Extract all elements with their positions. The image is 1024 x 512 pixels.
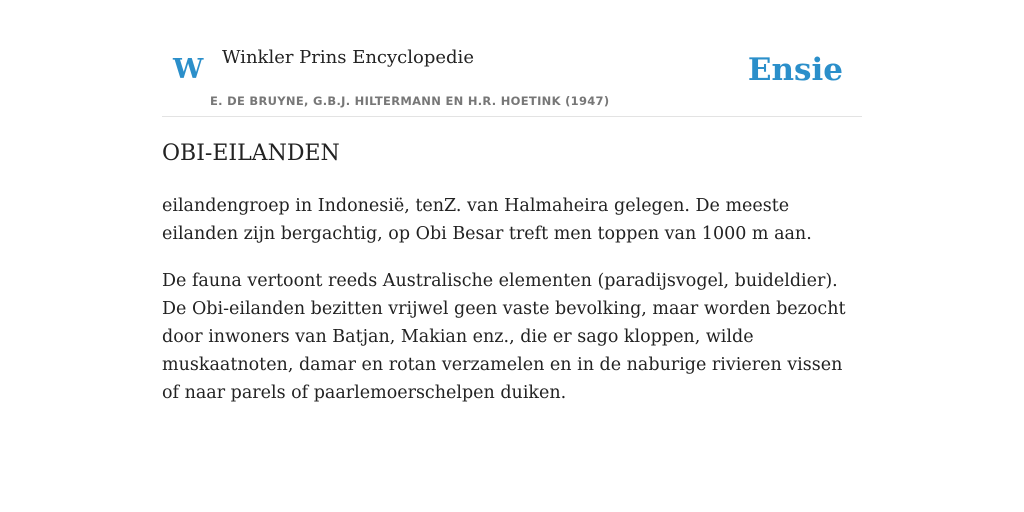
source-header [162,0,862,117]
entry-title: OBI-EILANDEN [162,141,340,166]
entry-paragraph: De fauna vertoont reeds Australische elementen (paradijsvogel, buideldier). De Obi-eilanden bezitten vrijwel geen vaste bevolking, maar worden bezocht door inwoners van Batjan, Makian enz., die er sago kloppen, wilde muskaatnoten, damar en rotan verzamelen en in de naburige rivieren vissen of naar parels of paarlemoerschelpen duiken. [162,271,846,403]
entry-body [162,192,862,426]
source-title[interactable]: Winkler Prins Encyclopedie [222,47,474,68]
entry-paragraph: eilandengroep in Indonesië, tenZ. van Halmaheira gelegen. De meeste eilanden zijn bergachtig, op Obi Besar treft men toppen van 1000 m aan. [162,196,812,244]
brand-logo-link[interactable]: Ensie [747,52,843,88]
source-authors: E. DE BRUYNE, G.B.J. HILTERMANN EN H.R. HOETINK (1947) [210,94,610,108]
source-logo: W [173,54,204,85]
